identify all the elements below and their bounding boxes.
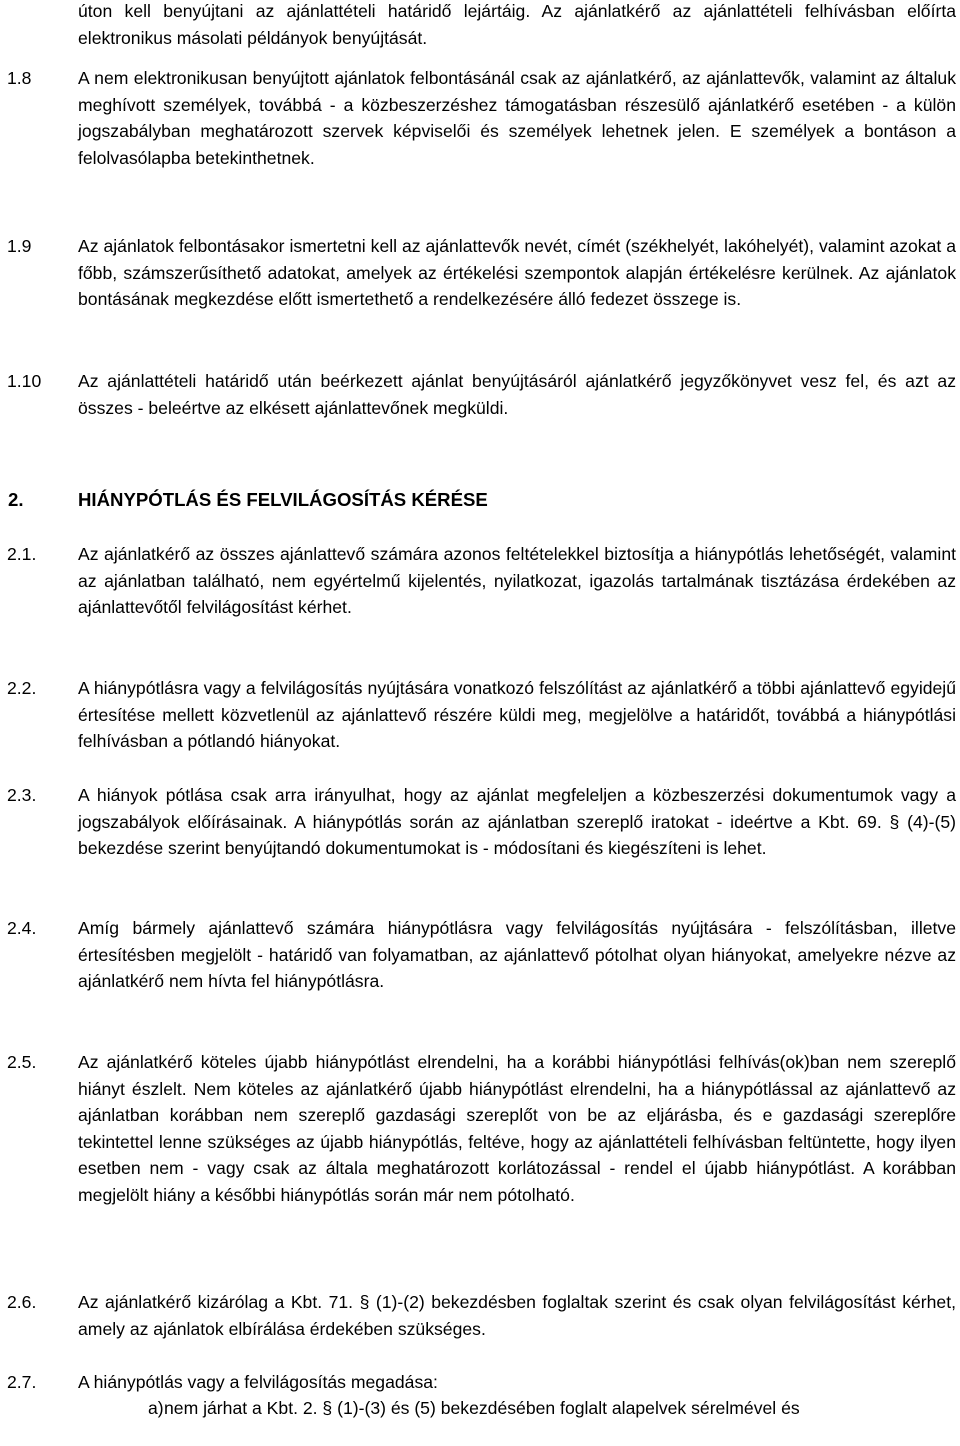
paragraph-2-5 <box>0 1049 960 1208</box>
section-title: HIÁNYPÓTLÁS ÉS FELVILÁGOSÍTÁS KÉRÉSE <box>78 489 488 510</box>
paragraph-number: 2.7. <box>7 1372 37 1392</box>
list-item <box>0 1395 960 1422</box>
paragraph-2-3 <box>0 782 960 862</box>
paragraph-2-1 <box>0 541 960 621</box>
paragraph-text: A hiányok pótlása csak arra irányulhat, hogy az ajánlat megfeleljen a közbeszerzési dokumentumok vagy a jogszabályok előírásainak. A hiánypótlás során az ajánlatban szereplő iratokat - ideértve a Kbt. 69. § (4)-(5) bekezdése szerint benyújtandó dokumentumokat is - módosítani és kiegészíteni is lehet. <box>78 785 956 858</box>
paragraph-2-2 <box>0 675 960 755</box>
paragraph-text: úton kell benyújtani az ajánlattételi határidő lejártáig. Az ajánlatkérő az ajánlattételi felhívásban előírta elektronikus másolati példányok benyújtását. <box>78 1 956 48</box>
paragraph-number: 1.9 <box>7 236 32 256</box>
paragraph-text: Az ajánlatok felbontásakor ismertetni kell az ajánlattevők nevét, címét (székhelyét, lakóhelyét), valamint azokat a főbb, számszerűsíthető adatokat, amelyek az értékelési szempontok alapján értékelésre kerülnek. Az ajánlatok bontásának megkezdése előtt ismertethető a rendelkezésére álló fedezet összege is. <box>78 236 956 309</box>
paragraph-continuation <box>0 0 960 51</box>
paragraph-text: A hiánypótlás vagy a felvilágosítás megadása: <box>78 1372 438 1392</box>
paragraph-number: 2.6. <box>7 1292 37 1312</box>
paragraph-1-10 <box>0 368 960 421</box>
paragraph-1-9 <box>0 233 960 313</box>
section-heading <box>0 487 960 513</box>
paragraph-number: 2.5. <box>7 1052 37 1072</box>
paragraph-text: Az ajánlatkérő kizárólag a Kbt. 71. § (1)-(2) bekezdésben foglaltak szerint és csak olyan felvilágosítást kérhet, amely az ajánlatok elbírálása érdekében szükséges. <box>78 1292 956 1339</box>
paragraph-text: Az ajánlatkérő köteles újabb hiánypótlást elrendelni, ha a korábbi hiánypótlási felhívás(ok)ban nem szereplő hiányt észlelt. Nem köteles az ajánlatkérő újabb hiánypótlást elrendelni, ha a hiánypótlással az ajánlattevő az ajánlatban korábban nem szereplő gazdasági szereplőt von be az eljárásba, és e gazdasági szereplőre tekintettel lenne szükséges az újabb hiánypótlás, feltéve, hogy az ajánlattételi felhívásban feltüntette, hogy ilyen esetben nem - vagy csak az általa meghatározott korlátozással - rendel el újabb hiánypótlást. A korábban megjelölt hiány a későbbi hiánypótlás során már nem pótolható. <box>78 1052 956 1205</box>
paragraph-text: A hiánypótlásra vagy a felvilágosítás nyújtására vonatkozó felszólítást az ajánlatkérő a többi ajánlattevő egyidejű értesítése mellett közvetlenül az ajánlattevő részére küldi meg, megjelölve a határidőt, továbbá a hiánypótlási felhívásban a pótlandó hiányokat. <box>78 678 956 751</box>
list-item-text: nem járhat a Kbt. 2. § (1)-(3) és (5) bekezdésében foglalt alapelvek sérelmével és <box>164 1398 800 1418</box>
paragraph-text: Amíg bármely ajánlattevő számára hiánypótlásra vagy felvilágosítás nyújtására - felszólításban, illetve értesítésben megjelölt - határidő van folyamatban, az ajánlattevő pótolhat olyan hiányokat, amelyekre nézve az ajánlatkérő nem hívta fel hiánypótlásra. <box>78 918 956 991</box>
paragraph-text: Az ajánlatkérő az összes ajánlattevő számára azonos feltételekkel biztosítja a hiánypótlás lehetőségét, valamint az ajánlatban található, nem egyértelmű kijelentés, nyilatkozat, igazolás tartalmának tisztázása érdekében az ajánlattevőtől felvilágosítást kérhet. <box>78 544 956 617</box>
paragraph-number: 2.4. <box>7 918 37 938</box>
paragraph-number: 2.2. <box>7 678 37 698</box>
list-item-label: a) <box>148 1398 164 1418</box>
paragraph-number: 1.8 <box>7 68 32 88</box>
paragraph-1-8 <box>0 65 960 171</box>
section-number: 2. <box>8 489 24 510</box>
paragraph-number: 2.1. <box>7 544 37 564</box>
paragraph-text: A nem elektronikusan benyújtott ajánlatok felbontásánál csak az ajánlatkérő, az ajánlattevők, valamint az általuk meghívott személyek, továbbá - a közbeszerzéshez támogatásban részesülő ajánlatkérő esetében - a külön jogszabályban meghatározott szervek képviselői és személyek lehetnek jelen. E személyek a bontáson a felolvasólapba betekinthetnek. <box>78 68 956 168</box>
paragraph-2-7 <box>0 1369 960 1396</box>
paragraph-2-4 <box>0 915 960 995</box>
paragraph-number: 1.10 <box>7 371 42 391</box>
paragraph-number: 2.3. <box>7 785 37 805</box>
paragraph-text: Az ajánlattételi határidő után beérkezett ajánlat benyújtásáról ajánlatkérő jegyzőkönyvet vesz fel, és azt az összes - beleértve az elkésett ajánlattevőnek megküldi. <box>78 371 956 418</box>
paragraph-2-6 <box>0 1289 960 1342</box>
